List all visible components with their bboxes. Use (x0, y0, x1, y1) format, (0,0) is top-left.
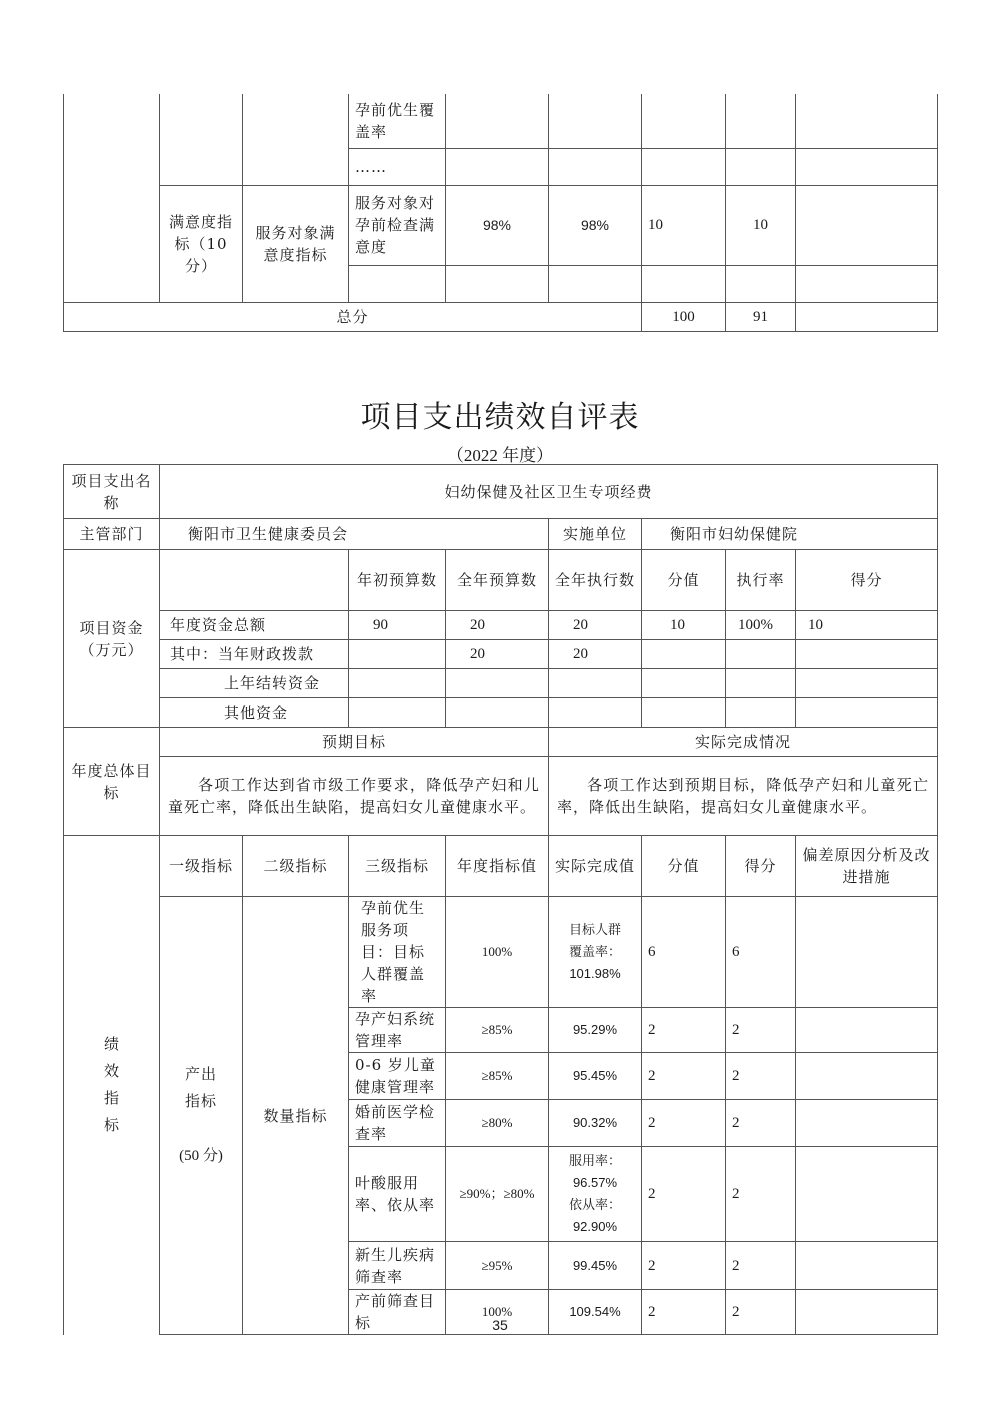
score-cell: 10 (726, 185, 796, 265)
funds-annual: 20 (446, 640, 549, 669)
funds-header-score: 得分 (796, 550, 938, 611)
target-value: ≥95% (446, 1242, 549, 1290)
score-cell (726, 148, 796, 185)
target-value: 100% (446, 1290, 549, 1335)
page-subtitle: （2022 年度） (446, 446, 554, 465)
funds-executed (549, 698, 642, 728)
target-cell (446, 265, 549, 302)
score: 2 (726, 1100, 796, 1147)
funds-score-value (642, 698, 726, 728)
l3-indicator: 孕产妇系统管理率 (349, 1008, 446, 1053)
target-value: ≥85% (446, 1008, 549, 1053)
evaluation-form-table (63, 464, 938, 1335)
funds-annual: 20 (446, 611, 549, 640)
score-value-cell (642, 265, 726, 302)
actual-value (549, 1147, 642, 1242)
score: 2 (726, 1242, 796, 1290)
funds-executed (549, 669, 642, 698)
target-cell: 98% (446, 185, 549, 265)
actual-line: 目标人群 (568, 922, 621, 937)
funds-rate (726, 698, 796, 728)
actual-value: 99.45% (549, 1242, 642, 1290)
funds-rate: 100% (726, 611, 796, 640)
l3-indicator: 新生儿疾病筛查率 (349, 1242, 446, 1290)
l3-indicator: 0-6 岁儿童健康管理率 (349, 1053, 446, 1100)
funds-row-label: 上年结转资金 (160, 669, 349, 698)
l3-indicator: 叶酸服用率、依从率 (349, 1147, 446, 1242)
actual-line: 依从率： (568, 1197, 621, 1212)
deviation-cell (796, 1008, 938, 1053)
score-value: 2 (642, 1008, 726, 1053)
funds-header-blank (160, 550, 349, 611)
actual-value (549, 897, 642, 1008)
score-value: 2 (642, 1053, 726, 1100)
target-value: ≥80% (446, 1100, 549, 1147)
page-title: 项目支出绩效自评表 (360, 400, 640, 435)
actual-value: 109.54% (549, 1290, 642, 1335)
page-number: 35 (492, 1317, 508, 1333)
l2-indicator: 数量指标 (243, 897, 349, 1335)
funds-score (796, 698, 938, 728)
dept-label: 主管部门 (64, 519, 160, 550)
score-value: 2 (642, 1290, 726, 1335)
actual-line: 服用率： (568, 1153, 621, 1168)
l3-indicator: 婚前医学检查率 (349, 1100, 446, 1147)
ind-header-deviation: 偏差原因分析及改进措施 (796, 836, 938, 897)
impl-label: 实施单位 (549, 519, 642, 550)
expected-goal-label: 预期目标 (160, 728, 549, 757)
funds-row-label: 其他资金 (160, 698, 349, 728)
project-name-label: 项目支出名称 (64, 465, 160, 519)
deviation-cell (796, 302, 938, 331)
funds-annual (446, 698, 549, 728)
continued-indicator-table (63, 94, 938, 332)
expected-goal-text: 各项工作达到省市级工作要求，降低孕产妇和儿童死亡率，降低出生缺陷，提高妇女儿童健康水平。 (160, 757, 549, 836)
funds-initial (349, 669, 446, 698)
deviation-cell (796, 185, 938, 265)
actual-value: 95.29% (549, 1008, 642, 1053)
funds-score: 10 (796, 611, 938, 640)
l3-indicator: …… (349, 148, 446, 185)
deviation-cell (796, 148, 938, 185)
deviation-cell (796, 94, 938, 148)
score-value: 2 (642, 1100, 726, 1147)
actual-line: 覆盖率： (568, 944, 621, 959)
ind-header-target: 年度指标值 (446, 836, 549, 897)
funds-rate (726, 640, 796, 669)
funds-header-annual: 全年预算数 (446, 550, 549, 611)
goals-label: 年度总体目标 (64, 728, 160, 836)
funds-label: 项目资金（万元） (64, 550, 160, 728)
dept-value: 衡阳市卫生健康委员会 (160, 519, 549, 550)
total-label: 总分 (64, 302, 642, 331)
total-score: 91 (726, 302, 796, 331)
funds-score (796, 669, 938, 698)
score: 2 (726, 1053, 796, 1100)
score-value: 6 (642, 897, 726, 1008)
deviation-cell (796, 897, 938, 1008)
funds-annual (446, 669, 549, 698)
funds-score-value (642, 669, 726, 698)
target-value: ≥90%；≥80% (446, 1147, 549, 1242)
target-cell (446, 94, 549, 148)
score-value-cell (642, 148, 726, 185)
indicators-label: 绩效指标 (64, 836, 160, 1335)
l3-indicator: 孕前优生服务项目：目标人群覆盖率 (349, 897, 446, 1008)
score: 2 (726, 1147, 796, 1242)
deviation-cell (796, 265, 938, 302)
funds-row-label: 其中：当年财政拨款 (160, 640, 349, 669)
actual-value: 90.32% (549, 1100, 642, 1147)
impl-value: 衡阳市妇幼保健院 (642, 519, 938, 550)
project-name: 妇幼保健及社区卫生专项经费 (160, 465, 938, 519)
ind-header-actual: 实际完成值 (549, 836, 642, 897)
funds-header-rate: 执行率 (726, 550, 796, 611)
actual-cell (549, 94, 642, 148)
target-value: 100% (446, 897, 549, 1008)
ind-header-l3: 三级指标 (349, 836, 446, 897)
l3-indicator (349, 265, 446, 302)
funds-row-label: 年度资金总额 (160, 611, 349, 640)
deviation-cell (796, 1147, 938, 1242)
score-value: 2 (642, 1242, 726, 1290)
score: 2 (726, 1008, 796, 1053)
funds-score-value (642, 640, 726, 669)
score-cell (726, 94, 796, 148)
ind-header-l2: 二级指标 (243, 836, 349, 897)
actual-cell: 98% (549, 185, 642, 265)
funds-rate (726, 669, 796, 698)
l2-indicator: 服务对象满意度指标 (243, 185, 349, 302)
funds-executed: 20 (549, 640, 642, 669)
deviation-cell (796, 1242, 938, 1290)
deviation-cell (796, 1100, 938, 1147)
actual-line: 92.90% (572, 1219, 618, 1234)
funds-score-value: 10 (642, 611, 726, 640)
l1-indicator: 产出指标 (50 分) (160, 897, 243, 1335)
blank-cell (64, 94, 160, 302)
l3-indicator: 孕前优生覆盖率 (349, 94, 446, 148)
deviation-cell (796, 1053, 938, 1100)
funds-header-score-value: 分值 (642, 550, 726, 611)
l3-indicator: 产前筛查目标 (349, 1290, 446, 1335)
funds-initial (349, 640, 446, 669)
ind-header-l1: 一级指标 (160, 836, 243, 897)
actual-cell (549, 265, 642, 302)
score: 2 (726, 1290, 796, 1335)
score-value-cell: 10 (642, 185, 726, 265)
actual-line: 101.98% (569, 966, 621, 981)
actual-goal-label: 实际完成情况 (549, 728, 938, 757)
funds-header-executed: 全年执行数 (549, 550, 642, 611)
actual-value: 95.45% (549, 1053, 642, 1100)
ind-header-score: 得分 (726, 836, 796, 897)
funds-score (796, 640, 938, 669)
funds-header-initial: 年初预算数 (349, 550, 446, 611)
score-cell (726, 265, 796, 302)
target-cell (446, 148, 549, 185)
ind-header-score-value: 分值 (642, 836, 726, 897)
actual-line: 96.57% (572, 1175, 618, 1190)
l3-indicator: 服务对象对孕前检查满意度 (349, 185, 446, 265)
blank-cell (243, 94, 349, 185)
score-value: 2 (642, 1147, 726, 1242)
total-score-value: 100 (642, 302, 726, 331)
target-value: ≥85% (446, 1053, 549, 1100)
actual-cell (549, 148, 642, 185)
score: 6 (726, 897, 796, 1008)
funds-initial (349, 698, 446, 728)
blank-cell (160, 94, 243, 185)
score-value-cell (642, 94, 726, 148)
l1-indicator: 满意度指 标（10 分） (160, 185, 243, 302)
funds-initial: 90 (349, 611, 446, 640)
actual-goal-text: 各项工作达到预期目标，降低孕产妇和儿童死亡率，降低出生缺陷，提高妇女儿童健康水平。 (549, 757, 938, 836)
funds-executed: 20 (549, 611, 642, 640)
